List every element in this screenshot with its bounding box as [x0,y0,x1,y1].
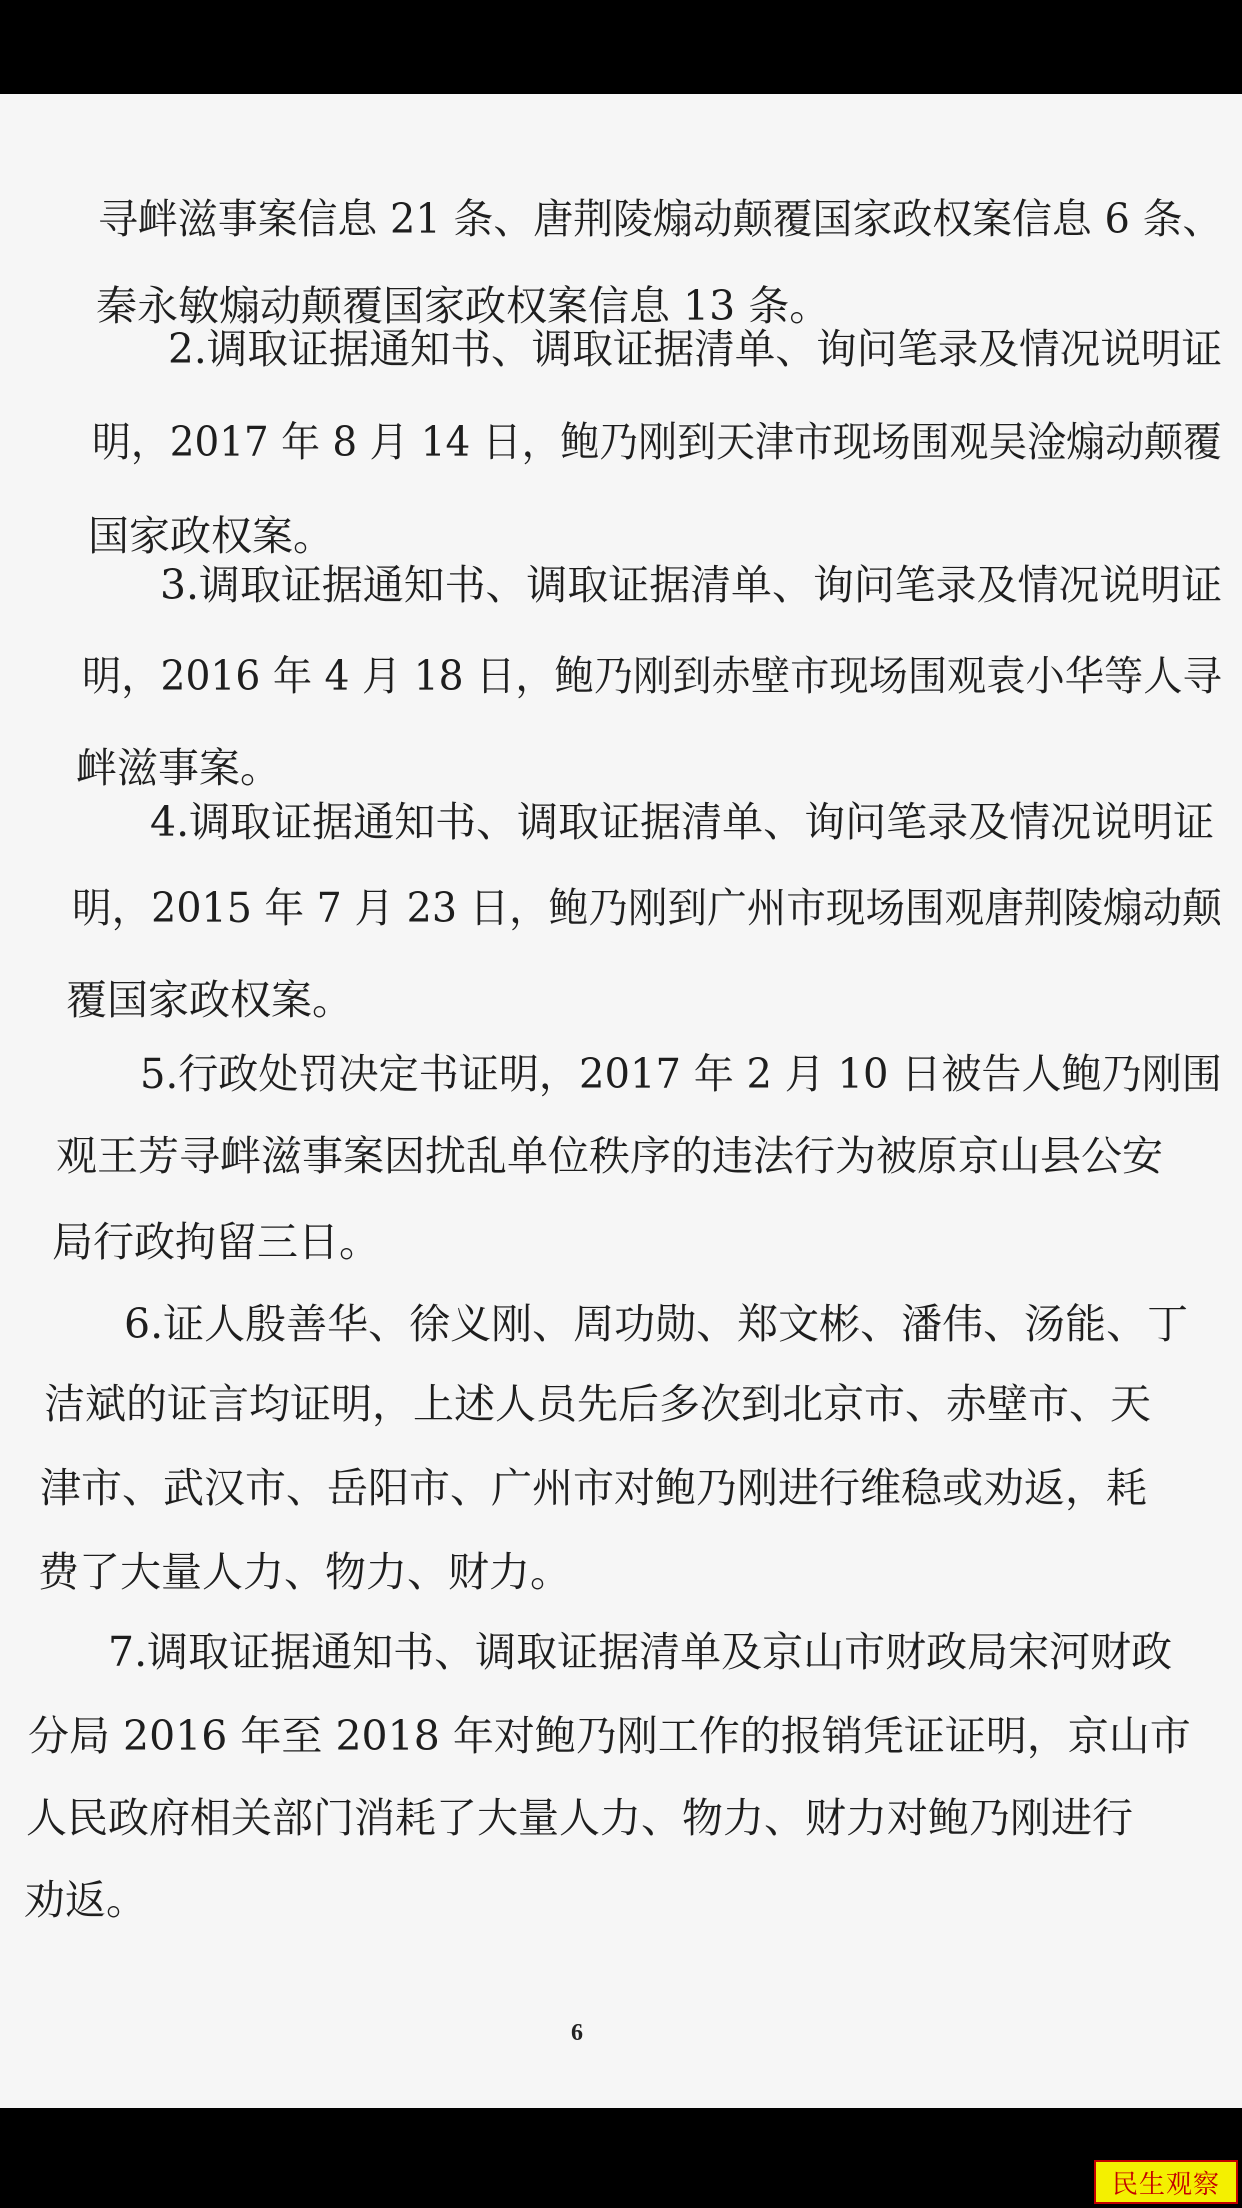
text-line: 寻衅滋事案信息 21 条、唐荆陵煽动颠覆国家政权案信息 6 条、 [98,195,1223,243]
text-line: 分局 2016 年至 2018 年对鲍乃刚工作的报销凭证证明，京山市 [28,1712,1191,1760]
text-line: 衅滋事案。 [76,744,281,792]
text-line: 2.调取证据通知书、调取证据清单、询问笔录及情况说明证 [168,325,1223,373]
text-line: 洁斌的证言均证明，上述人员先后多次到北京市、赤壁市、天 [44,1380,1151,1428]
text-line: 观王芳寻衅滋事案因扰乱单位秩序的违法行为被原京山县公安 [56,1132,1163,1180]
page-number: 6 [571,2020,583,2046]
text-line: 覆国家政权案。 [66,976,353,1024]
text-line: 明，2016 年 4 月 18 日，鲍乃刚到赤壁市现场围观袁小华等人寻 [82,652,1222,700]
text-line: 国家政权案。 [88,512,334,560]
text-line: 4.调取证据通知书、调取证据清单、询问笔录及情况说明证 [150,798,1215,846]
top-black-bar [0,0,1242,94]
text-line: 6.证人殷善华、徐义刚、周功勋、郑文彬、潘伟、汤能、丁 [124,1300,1189,1348]
text-line: 劝返。 [24,1876,147,1924]
text-line: 秦永敏煽动颠覆国家政权案信息 13 条。 [96,282,831,330]
watermark-logo: 民生观察 [1094,2160,1238,2204]
text-line: 3.调取证据通知书、调取证据清单、询问笔录及情况说明证 [160,561,1223,609]
document-page [0,94,1242,2108]
text-line: 费了大量人力、物力、财力。 [38,1548,571,1596]
text-line: 7.调取证据通知书、调取证据清单及京山市财政局宋河财政 [108,1628,1173,1676]
bottom-black-bar [0,2108,1242,2208]
text-line: 局行政拘留三日。 [52,1218,380,1266]
text-line: 明，2015 年 7 月 23 日，鲍乃刚到广州市现场围观唐荆陵煽动颠 [72,884,1222,932]
text-line: 人民政府相关部门消耗了大量人力、物力、财力对鲍乃刚进行 [26,1794,1133,1842]
text-line: 明，2017 年 8 月 14 日，鲍乃刚到天津市现场围观吴淦煽动颠覆 [92,418,1222,466]
text-line: 津市、武汉市、岳阳市、广州市对鲍乃刚进行维稳或劝返，耗 [40,1464,1147,1512]
text-line: 5.行政处罚决定书证明，2017 年 2 月 10 日被告人鲍乃刚围 [140,1050,1222,1098]
